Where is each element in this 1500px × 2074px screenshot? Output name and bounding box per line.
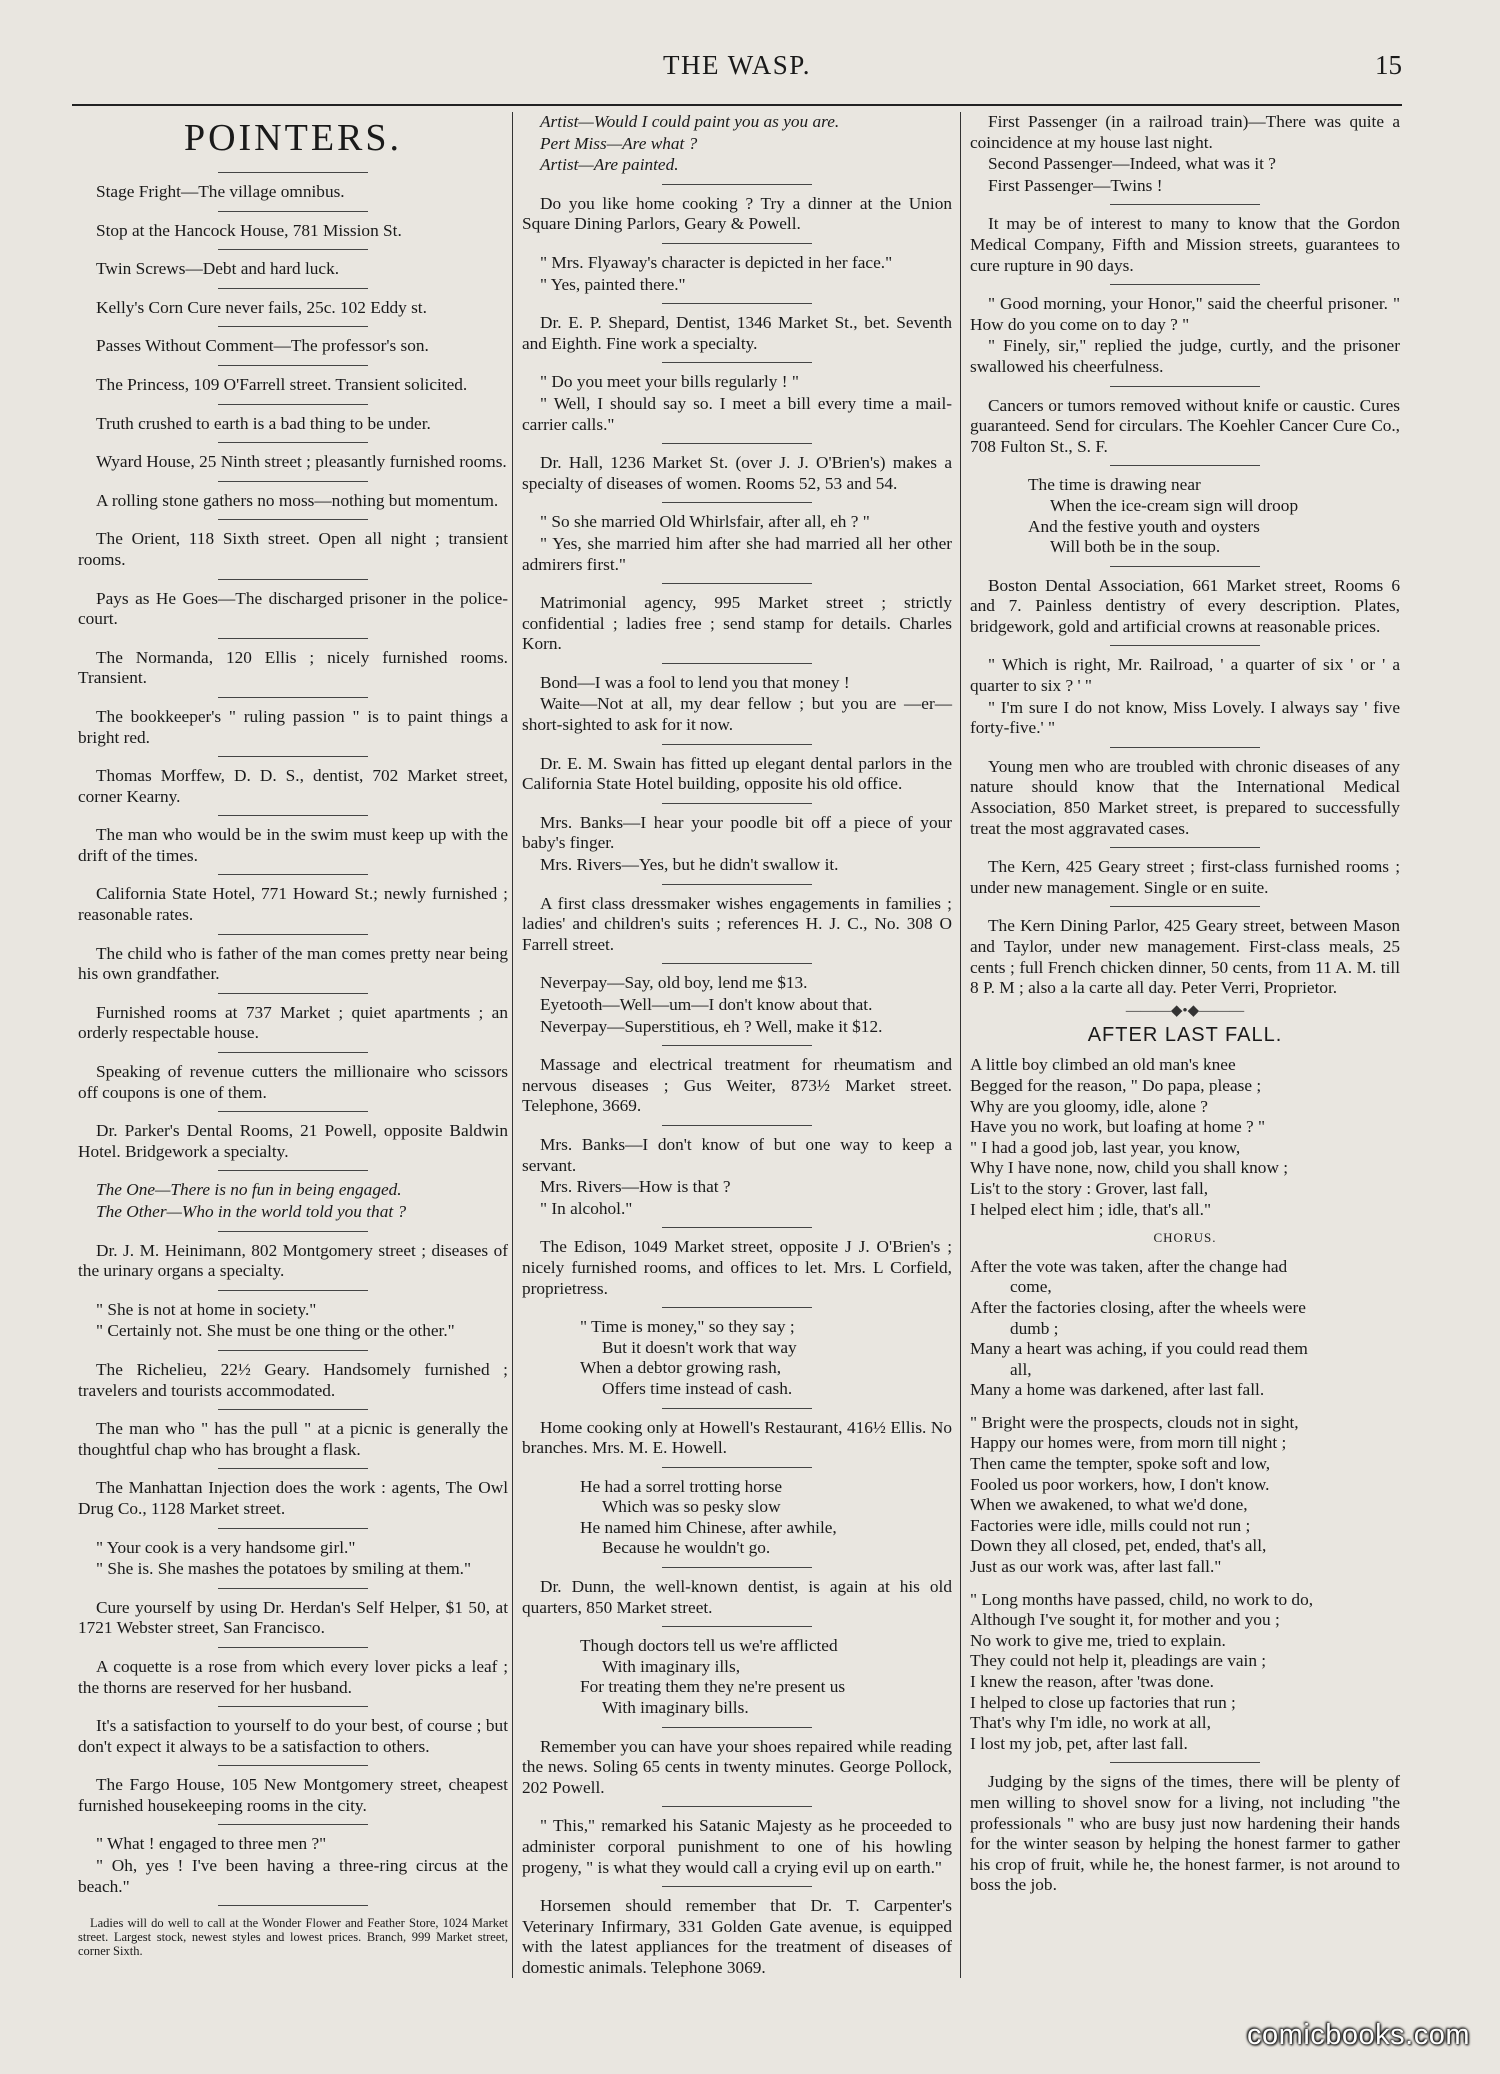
poem-line: I lost my job, pet, after last fall. [970,1733,1188,1753]
chorus-line: all, [1010,1359,1032,1379]
verse-line: When a debtor growing rash, [580,1358,782,1378]
poem-stanza-2 [970,1413,1400,1578]
text-item: Wyard House, 25 Ninth street ; pleasantly furnished rooms. [96,452,507,472]
text-item: Pays as He Goes—The discharged prisoner in the police-court. [78,588,508,629]
chorus-label: CHORUS. [1153,1230,1217,1246]
separator-rule [218,365,368,366]
poem-line: Why are you gloomy, idle, alone ? [970,1096,1208,1116]
text-item: Thomas Morffew, D. D. S., dentist, 702 Market street, corner Kearny. [78,766,508,806]
dialog-line: " So she married Old Whirlsfair, after all, eh ? " [540,512,870,532]
col2-items-11 [522,1737,952,1979]
text-item: Truth crushed to earth is a bad thing to be under. [96,413,431,433]
separator-rule [662,583,812,584]
site-watermark: comicbooks.com [1247,2019,1470,2051]
separator-rule [218,1231,368,1232]
col2-items-10 [522,1577,952,1618]
col1-items [78,182,508,1162]
text-item: The bookkeeper's " ruling passion " is to paint things a bright red. [78,706,508,747]
col1-dialog-4 [78,1834,508,1897]
separator-rule [218,756,368,757]
dialog-line: " Yes, she married him after she had married all her other admirers first." [522,533,952,574]
col3-items-3 [970,576,1400,638]
verse-line: When the ice-cream sign will droop [1050,495,1299,515]
col2-items-9 [522,1418,952,1459]
dialog-line: Mrs. Rivers—How is that ? [540,1177,731,1197]
separator-rule [662,1125,812,1126]
separator-rule [662,184,812,185]
column-1 [78,112,508,1958]
separator-rule [662,1727,812,1728]
poem-line: I helped to close up factories that run ; [970,1692,1236,1712]
col2-dialog-4 [522,512,952,575]
separator-rule [1110,847,1260,848]
dialog-line: First Passenger (in a railroad train)—There was quite a coincidence at my house last night. [970,112,1400,152]
poem-line: Happy our homes were, from morn till night ; [970,1433,1287,1453]
column-2 [522,112,952,1979]
text-item: The Richelieu, 22½ Geary. Handsomely furnished ; travelers and tourists accommodated. [78,1359,508,1400]
dialog-line: " I'm sure I do not know, Miss Lovely. I always say ' five forty-five.' " [970,697,1400,738]
separator-rule [662,1806,812,1807]
poem-line: Lis't to the story : Grover, last fall, [970,1178,1209,1198]
separator-rule [662,362,812,363]
separator-rule [218,442,368,443]
text-item: The child who is father of the man comes pretty near being his own grandfather. [78,943,508,984]
separator-rule [1110,1762,1260,1763]
text-item: The Orient, 118 Sixth street. Open all night ; transient rooms. [78,529,508,569]
separator-rule [218,172,368,173]
header-rule [72,104,1402,106]
separator-rule [218,815,368,816]
separator-rule [662,303,812,304]
dialog-line: " Certainly not. She must be one thing or the other." [96,1321,455,1341]
text-item: The man who would be in the swim must keep up with the drift of the times. [78,825,508,865]
dialog-line: Neverpay—Say, old boy, lend me $13. [540,973,808,993]
dialog-line: " Your cook is a very handsome girl." [96,1537,356,1557]
separator-rule [662,1307,812,1308]
col2-items-4 [522,593,952,655]
col1-items-4 [78,1598,508,1817]
poem-line: " Bright were the prospects, clouds not in sight, [970,1412,1299,1432]
text-item: Passes Without Comment—The professor's son. [96,336,429,356]
dialog-line: " What ! engaged to three men ?" [96,1834,327,1854]
separator-rule [218,1111,368,1112]
verse-line: Which was so pesky slow [602,1497,781,1517]
poem-line: When we awakened, to what we'd done, [970,1495,1248,1515]
separator-rule [218,1052,368,1053]
poem-line: Begged for the reason, " Do papa, please ; [970,1075,1262,1095]
col2-dialog-6 [522,813,952,876]
col2-items-3 [522,453,952,494]
column-rule [960,112,961,1978]
dialog-line: First Passenger—Twins ! [988,175,1163,195]
dialog-line: " Finely, sir," replied the judge, curtly, and the prisoner swallowed his cheerfulness. [970,336,1400,376]
text-item: The Edison, 1049 Market street, opposite J J. O'Brien's ; nicely furnished rooms, and offices to let. Mrs. L Corfield, proprietress. [522,1237,952,1298]
text-item: Speaking of revenue cutters the millionaire who scissors off coupons is one of them. [78,1062,508,1102]
poem-line: " I had a good job, last year, you know, [970,1137,1241,1157]
separator-rule [218,404,368,405]
separator-rule [662,1467,812,1468]
text-item: Matrimonial agency, 995 Market street ; strictly confidential ; ladies free ; send stamp for details. Charles Korn. [522,593,952,654]
running-head [72,44,1402,90]
dialog-line: Artist—Are painted. [540,155,679,175]
poem-line: A little boy climbed an old man's knee [970,1055,1236,1075]
separator-rule [1110,284,1260,285]
verse-line: And the festive youth and oysters [1028,516,1260,536]
dialog-line: " Mrs. Flyaway's character is depicted in her face." [540,252,893,272]
chorus-line: dumb ; [1010,1318,1059,1338]
text-item: The Kern Dining Parlor, 425 Geary street, between Mason and Taylor, under new management. First-class meals, 25 cents ; full French chicken dinner, 50 cents, from 11 A. M. till 8 P. M ; also a la carte all day. Peter Verri, Proprietor. [970,916,1400,998]
separator-rule [662,803,812,804]
col3-dialog-1 [970,112,1400,196]
separator-rule [662,502,812,503]
separator-rule [662,1886,812,1887]
dialog-line: Mrs. Rivers—Yes, but he didn't swallow it. [540,855,839,875]
text-item: Young men who are troubled with chronic diseases of any nature should know that the International Medical Association, 850 Market street, is prepared to successfully treat the most aggravated cases. [970,756,1400,838]
poem-line: Why I have none, now, child you shall know ; [970,1158,1289,1178]
col3-items-5 [970,1772,1400,1896]
separator-rule [218,1588,368,1589]
separator-rule [1110,906,1260,907]
dialog-line: " She is. She mashes the potatoes by smiling at them." [96,1559,472,1579]
separator-rule [218,211,368,212]
poem-line: I helped elect him ; idle, that's all." [970,1199,1211,1219]
column-3 [970,112,1400,1896]
separator-rule [218,1824,368,1825]
verse-line: Because he wouldn't go. [602,1538,771,1558]
chorus-line: Many a home was darkened, after last fall. [970,1380,1265,1400]
col1-items-2 [78,1241,508,1282]
separator-rule [1110,465,1260,466]
chorus-line: After the vote was taken, after the change had [970,1256,1288,1276]
col3-dialog-3 [970,655,1400,738]
verse-line: He had a sorrel trotting horse [580,1476,783,1496]
text-item: A rolling stone gathers no moss—nothing but momentum. [96,490,499,510]
col1-dialog-1 [78,1180,508,1222]
separator-rule [218,249,368,250]
dialog-line: " She is not at home in society." [96,1299,317,1319]
col2-verse-1 [580,1317,952,1399]
poem-stanza-1 [970,1055,1400,1220]
col2-dialog-3 [522,372,952,435]
text-item: The Normanda, 120 Ellis ; nicely furnished rooms. Transient. [78,647,508,688]
separator-rule [218,874,368,875]
ornament-rule: ———◆•◆——— [1125,1002,1245,1019]
separator-rule [218,1170,368,1171]
separator-rule [662,1227,812,1228]
text-item: " This," remarked his Satanic Majesty as he proceeded to administer corporal punishment to one of his howling progeny, " is what they would call a crying evil up on earth." [522,1816,952,1877]
verse-line: The time is drawing near [1028,475,1201,495]
separator-rule [218,638,368,639]
text-item: Furnished rooms at 737 Market ; quiet apartments ; an orderly respectable house. [78,1002,508,1043]
text-item: Twin Screws—Debt and hard luck. [96,259,340,279]
poem-line: Factories were idle, mills could not run ; [970,1515,1251,1535]
col3-items-2 [970,396,1400,458]
col2-items-8 [522,1237,952,1299]
col2-verse-3 [580,1636,952,1718]
chorus-line: After the factories closing, after the wheels were [970,1297,1306,1317]
col3-dialog-2 [970,294,1400,377]
col1-dialog-2 [78,1300,508,1342]
stanza-gap [970,1578,1400,1590]
separator-rule [1110,566,1260,567]
col2-dialog-7 [522,973,952,1037]
col3-items-1 [970,214,1400,276]
separator-rule [218,519,368,520]
text-item: Cancers or tumors removed without knife or caustic. Cures guaranteed. Send for circulars. The Koehler Cancer Cure Co., 708 Fulton St., S. F. [970,395,1400,456]
separator-rule [662,1567,812,1568]
dialog-line: " Good morning, your Honor," said the cheerful prisoner. " How do you come on to day ? " [970,294,1400,334]
col1-dialog-3 [78,1538,508,1580]
small-advertisement: Ladies will do well to call at the Wonder Flower and Feather Store, 1024 Market street. Largest stock, newest styles and lowest prices. Branch, 999 Market street, corner Sixth. [78,1916,508,1959]
dialog-line: Mrs. Banks—I hear your poodle bit off a piece of your baby's finger. [522,812,952,853]
running-title: THE WASP. [662,50,812,80]
verse-line: " Time is money," so they say ; [580,1317,795,1337]
verse-line: He named him Chinese, after awhile, [580,1517,837,1537]
poem-line: Down they all closed, pet, ended, that's all, [970,1536,1267,1556]
separator-rule [1110,645,1260,646]
poem-line: Have you no work, but loafing at home ? " [970,1117,1266,1137]
text-item: It's a satisfaction to yourself to do your best, of course ; but don't expect it always to be a satisfaction to others. [78,1716,508,1756]
poem-title: AFTER LAST FALL. [1087,1023,1283,1046]
separator-rule [218,288,368,289]
poem-line: No work to give me, tried to explain. [970,1630,1226,1650]
separator-rule [1110,386,1260,387]
separator-rule [218,1706,368,1707]
text-item: Remember you can have your shoes repaired while reading the news. Soling 65 cents in twenty minutes. George Pollock, 202 Powell. [522,1736,952,1797]
verse-line: Though doctors tell us we're afflicted [580,1636,838,1656]
poem-line: " Long months have passed, child, no work to do, [970,1589,1314,1609]
column-rule [512,112,513,1978]
col1-items-3 [78,1360,508,1520]
separator-rule [218,1905,368,1906]
text-item: Horsemen should remember that Dr. T. Carpenter's Veterinary Infirmary, 331 Golden Gate avenue, is equipped with the latest appliances for the treatment of diseases of domestic animals. Telephone 3069. [522,1896,952,1977]
text-item: It may be of interest to many to know that the Gordon Medical Company, Fifth and Mission streets, guarantees to cure rupture in 90 days. [970,214,1400,275]
text-item: California State Hotel, 771 Howard St.; newly furnished ; reasonable rates. [78,884,508,925]
chorus-line: Many a heart was aching, if you could read them [970,1339,1308,1359]
text-item: Stage Fright—The village omnibus. [96,182,345,201]
dialog-line: Bond—I was a fool to lend you that money ! [540,672,850,692]
poem-line: They could not help it, pleadings are vain ; [970,1651,1267,1671]
text-item: Dr. J. M. Heinimann, 802 Montgomery street ; diseases of the urinary organs a specialty. [78,1240,508,1281]
chorus-line: come, [1010,1277,1052,1297]
separator-rule [218,1290,368,1291]
text-item: The Fargo House, 105 New Montgomery street, cheapest furnished housekeeping rooms in the city. [78,1775,508,1815]
col2-dialog-2 [522,253,952,295]
text-item: Stop at the Hancock House, 781 Mission St. [96,220,402,240]
separator-rule [218,1409,368,1410]
text-item: The Princess, 109 O'Farrell street. Transient solicited. [96,374,468,394]
separator-rule [218,326,368,327]
dialog-line: The Other—Who in the world told you that ? [96,1202,407,1221]
dialog-line: " Yes, painted there." [540,274,686,294]
verse-line: Offers time instead of cash. [602,1378,793,1398]
verse-line: With imaginary bills. [602,1698,749,1718]
text-item: Kelly's Corn Cure never fails, 25c. 102 Eddy st. [96,297,427,317]
separator-rule [218,1468,368,1469]
text-item: A coquette is a rose from which every lover picks a leaf ; the thorns are reserved for her husband. [78,1656,508,1697]
separator-rule [662,1408,812,1409]
verse-line: With imaginary ills, [602,1656,741,1676]
separator-rule [218,481,368,482]
separator-rule [218,1528,368,1529]
text-item: Dr. Dunn, the well-known dentist, is again at his old quarters, 850 Market street. [522,1577,952,1617]
separator-rule [1110,747,1260,748]
text-item: Boston Dental Association, 661 Market street, Rooms 6 and 7. Painless dentistry of every description. Plates, bridgework, gold and artificial crowns at reasonable prices. [970,575,1400,636]
separator-rule [662,443,812,444]
poem-stanza-3 [970,1590,1400,1755]
separator-rule [218,934,368,935]
col2-items-7 [522,1055,952,1117]
col2-items-1 [522,194,952,235]
text-item: Dr. E. M. Swain has fitted up elegant dental parlors in the California State Hotel building, opposite his old office. [522,753,952,794]
separator-rule [662,243,812,244]
col2-dialog-1 [522,112,952,176]
stanza-gap [970,1401,1400,1413]
dialog-line: Artist—Would I could paint you as you are. [540,112,840,131]
separator-rule [662,663,812,664]
poem-line: I knew the reason, after 'twas done. [970,1672,1214,1691]
dialog-line: Neverpay—Superstitious, eh ? Well, make it $12. [540,1016,883,1036]
masthead: POINTERS. [183,117,403,159]
separator-rule [218,1350,368,1351]
separator-rule [218,1647,368,1648]
col3-verse-1 [1028,475,1400,557]
page-number: 15 [1375,50,1402,80]
poem-line: Fooled us poor workers, how, I don't know. [970,1474,1270,1494]
text-item: Dr. E. P. Shepard, Dentist, 1346 Market St., bet. Seventh and Eighth. Fine work a specialty. [522,313,952,353]
dialog-line: Eyetooth—Well—um—I don't know about that. [540,995,873,1014]
dialog-line: Mrs. Banks—I don't know of but one way to keep a servant. [522,1134,952,1175]
separator-rule [662,884,812,885]
poem-line: Then came the tempter, spoke soft and low, [970,1454,1271,1474]
text-item: The Manhattan Injection does the work : agents, The Owl Drug Co., 1128 Market street. [78,1478,508,1518]
text-item: A first class dressmaker wishes engagements in families ; ladies' and children's suits ; references H. J. C., No. 308 O Farrell street. [522,893,952,954]
poem-line: Although I've sought it, for mother and you ; [970,1610,1280,1630]
separator-rule [662,744,812,745]
separator-rule [218,697,368,698]
separator-rule [218,579,368,580]
col2-items-2 [522,313,952,354]
poem-line: That's why I'm idle, no work at all, [970,1713,1211,1733]
separator-rule [662,1045,812,1046]
text-item: Judging by the signs of the times, there will be plenty of men willing to shovel snow for a living, not including "the professionals " who are busy just now hardening their hands for the winter season by helping the honest farmer to gather his crop of fruit, while he, the honest farmer, is not around to boss the job. [970,1772,1400,1895]
separator-rule [218,993,368,994]
verse-line: Will both be in the soup. [1050,537,1221,557]
verse-line: For treating them they ne're present us [580,1677,846,1697]
text-item: Cure yourself by using Dr. Herdan's Self Helper, $1 50, at 1721 Webster street, San Francisco. [78,1597,508,1638]
text-item: The man who " has the pull " at a picnic is generally the thoughtful chap who has brought a flask. [78,1419,508,1459]
poem-chorus [970,1257,1400,1401]
col2-items-6 [522,894,952,956]
text-item: Dr. Parker's Dental Rooms, 21 Powell, opposite Baldwin Hotel. Bridgework a specialty. [78,1121,508,1161]
separator-rule [218,1765,368,1766]
verse-line: But it doesn't work that way [602,1337,797,1357]
separator-rule [662,963,812,964]
dialog-line: " Oh, yes ! I've been having a three-ring circus at the beach." [78,1856,508,1896]
text-item: Dr. Hall, 1236 Market St. (over J. J. O'Brien's) makes a specialty of diseases of women. Rooms 52, 53 and 54. [522,453,952,493]
dialog-line: " Do you meet your bills regularly ! " [540,372,799,392]
separator-rule [662,1626,812,1627]
col2-dialog-5 [522,673,952,736]
dialog-line: " Which is right, Mr. Railroad, ' a quarter of six ' or ' a quarter to six ? ' " [970,655,1400,696]
text-item: The Kern, 425 Geary street ; first-class furnished rooms ; under new management. Single or en suite. [970,857,1400,897]
dialog-line: " In alcohol." [540,1198,633,1218]
dialog-line: The One—There is no fun in being engaged. [96,1180,402,1200]
col2-items-5 [522,754,952,795]
dialog-line: Waite—Not at all, my dear fellow ; but you are —er—short-sighted to ask for it now. [522,694,952,735]
col3-items-4 [970,757,1400,999]
dialog-line: Pert Miss—Are what ? [540,133,698,153]
text-item: Home cooking only at Howell's Restaurant, 416½ Ellis. No branches. Mrs. M. E. Howell. [522,1417,952,1458]
text-item: Massage and electrical treatment for rheumatism and nervous diseases ; Gus Weiter, 873½ Market street. Telephone, 3669. [522,1055,952,1116]
separator-rule [1110,204,1260,205]
text-item: Do you like home cooking ? Try a dinner at the Union Square Dining Parlors, Geary & Powell. [522,193,952,234]
dialog-line: " Well, I should say so. I meet a bill every time a mail-carrier calls." [522,393,952,434]
poem-line: Just as our work was, after last fall." [970,1557,1222,1577]
col2-verse-2 [580,1477,952,1559]
col2-dialog-8 [522,1135,952,1219]
dialog-line: Second Passenger—Indeed, what was it ? [988,154,1276,174]
